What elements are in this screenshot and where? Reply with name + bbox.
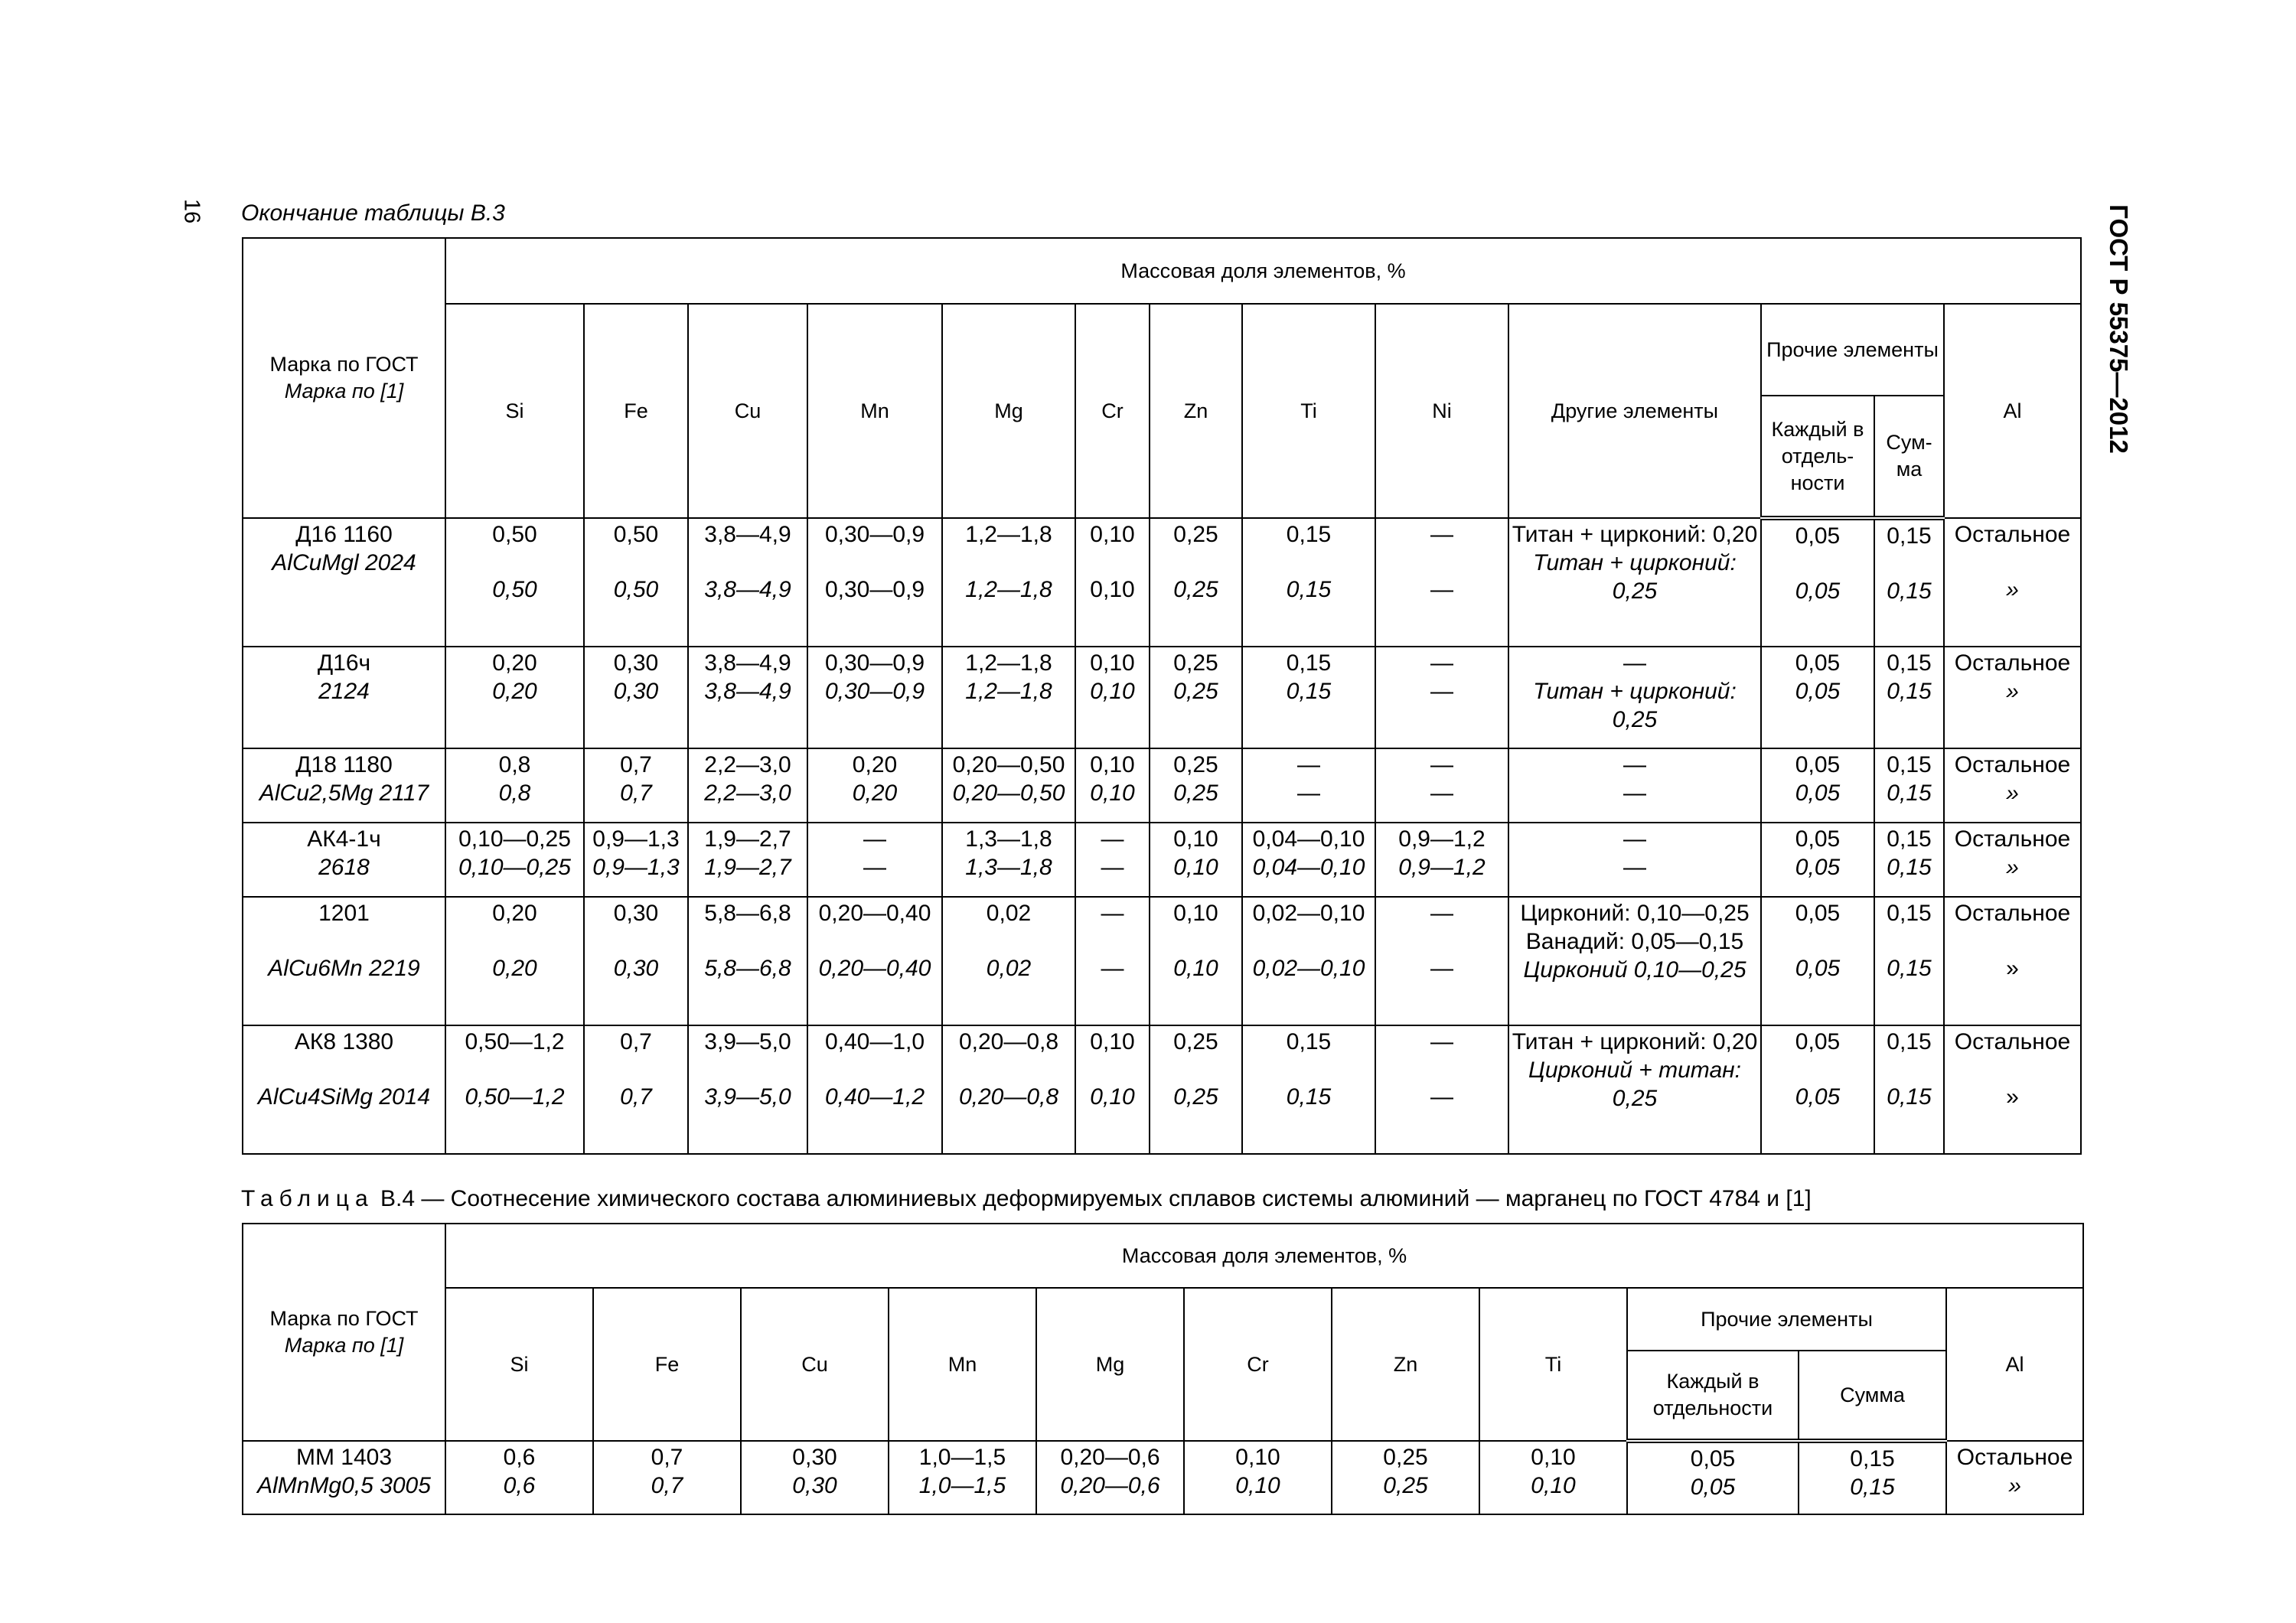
header-other-elements: Другие элементы	[1508, 304, 1761, 518]
cell-grade: 1201 AlCu6Mn 2219	[243, 897, 445, 1025]
cell-cr: — —	[1075, 897, 1150, 1025]
cell-other: Титан + цирконий: 0,20 Титан + цирконий: 0,25	[1508, 518, 1761, 647]
cell-zn: 0,25 0,25	[1332, 1441, 1479, 1514]
cell-cu: 3,8—4,9 3,8—4,9	[688, 647, 807, 748]
header-misc-elements: Прочие элементы	[1761, 304, 1944, 396]
cell-si: 0,50 0,50	[445, 518, 584, 647]
cell-mn: 0,20—0,40 0,20—0,40	[807, 897, 942, 1025]
header-si: Si	[445, 304, 584, 518]
cell-cu: 2,2—3,0 2,2—3,0	[688, 748, 807, 823]
cell-cu: 1,9—2,7 1,9—2,7	[688, 823, 807, 897]
header-sum: Сум-ма	[1874, 396, 1944, 518]
cell-ti: 0,02—0,10 0,02—0,10	[1242, 897, 1375, 1025]
header-sum: Сумма	[1799, 1351, 1946, 1441]
table-row	[243, 897, 2081, 1025]
cell-al: Остальное »	[1944, 1025, 2081, 1154]
page-number: 16	[179, 198, 204, 224]
header-cu: Cu	[741, 1288, 889, 1441]
header-ni: Ni	[1375, 304, 1508, 518]
cell-other: — —	[1508, 823, 1761, 897]
header-cr: Cr	[1184, 1288, 1332, 1441]
cell-other: Цирконий: 0,10—0,25 Ванадий: 0,05—0,15 Цирконий 0,10—0,25	[1508, 897, 1761, 1025]
cell-si: 0,20 0,20	[445, 647, 584, 748]
header-si: Si	[445, 1288, 593, 1441]
cell-cr: 0,10 0,10	[1075, 748, 1150, 823]
cell-each: 0,05 0,05	[1761, 518, 1874, 647]
header-ti: Ti	[1479, 1288, 1627, 1441]
cell-si: 0,20 0,20	[445, 897, 584, 1025]
cell-cu: 3,9—5,0 3,9—5,0	[688, 1025, 807, 1154]
cell-al: Остальное »	[1944, 748, 2081, 823]
cell-cr: 0,10 0,10	[1075, 647, 1150, 748]
cell-al: Остальное »	[1944, 518, 2081, 647]
cell-cu: 0,30 0,30	[741, 1441, 889, 1514]
cell-fe: 0,7 0,7	[584, 1025, 688, 1154]
cell-ti: 0,10 0,10	[1479, 1441, 1627, 1514]
cell-ti: 0,15 0,15	[1242, 1025, 1375, 1154]
header-grade: Марка по ГОСТ Марка по [1]	[243, 238, 445, 518]
cell-grade: АК4-1ч 2618	[243, 823, 445, 897]
cell-zn: 0,10 0,10	[1150, 823, 1242, 897]
cell-grade: Д16 1160 AlCuMgl 2024	[243, 518, 445, 647]
cell-si: 0,10—0,25 0,10—0,25	[445, 823, 584, 897]
header-zn: Zn	[1332, 1288, 1479, 1441]
header-ti: Ti	[1242, 304, 1375, 518]
cell-zn: 0,25 0,25	[1150, 1025, 1242, 1154]
cell-zn: 0,25 0,25	[1150, 518, 1242, 647]
header-each: Каждый в отдель-ности	[1761, 396, 1874, 518]
cell-ti: 0,15 0,15	[1242, 518, 1375, 647]
cell-cr: 0,10 0,10	[1075, 1025, 1150, 1154]
cell-fe: 0,7 0,7	[593, 1441, 741, 1514]
cell-si: 0,6 0,6	[445, 1441, 593, 1514]
cell-sum: 0,15 0,15	[1874, 518, 1944, 647]
table-row	[243, 823, 2081, 897]
cell-mn: — —	[807, 823, 942, 897]
table-row	[243, 748, 2081, 823]
cell-fe: 0,30 0,30	[584, 897, 688, 1025]
header-cr: Cr	[1075, 304, 1150, 518]
cell-zn: 0,25 0,25	[1150, 748, 1242, 823]
table-b3-caption: Окончание таблицы В.3	[241, 200, 505, 226]
cell-mg: 0,20—0,50 0,20—0,50	[942, 748, 1075, 823]
cell-mg: 0,20—0,6 0,20—0,6	[1036, 1441, 1184, 1514]
cell-cr: — —	[1075, 823, 1150, 897]
cell-mg: 1,2—1,8 1,2—1,8	[942, 647, 1075, 748]
cell-cr: 0,10 0,10	[1075, 518, 1150, 647]
cell-mg: 0,20—0,8 0,20—0,8	[942, 1025, 1075, 1154]
cell-other: Титан + цирконий: 0,20 Цирконий + титан: 0,25	[1508, 1025, 1761, 1154]
cell-ti: 0,15 0,15	[1242, 647, 1375, 748]
cell-mn: 0,40—1,0 0,40—1,2	[807, 1025, 942, 1154]
cell-each: 0,05 0,05	[1761, 897, 1874, 1025]
cell-al: Остальное »	[1946, 1441, 2083, 1514]
table-b4-caption: Таблица В.4 — Соотнесение химического состава алюминиевых деформируемых сплавов системы алюминий — марганец по ГОСТ 4784 и [1]	[241, 1186, 1812, 1211]
cell-each: 0,05 0,05	[1627, 1441, 1799, 1514]
header-mg: Mg	[1036, 1288, 1184, 1441]
cell-mn: 1,0—1,5 1,0—1,5	[889, 1441, 1036, 1514]
header-al: Al	[1946, 1288, 2083, 1441]
cell-cr: 0,10 0,10	[1184, 1441, 1332, 1514]
header-misc-elements: Прочие элементы	[1627, 1288, 1946, 1351]
cell-mg: 0,02 0,02	[942, 897, 1075, 1025]
cell-ni: — —	[1375, 748, 1508, 823]
cell-each: 0,05 0,05	[1761, 823, 1874, 897]
header-cu: Cu	[688, 304, 807, 518]
cell-fe: 0,30 0,30	[584, 647, 688, 748]
cell-al: Остальное »	[1944, 897, 2081, 1025]
cell-si: 0,50—1,2 0,50—1,2	[445, 1025, 584, 1154]
header-mn: Mn	[889, 1288, 1036, 1441]
cell-mg: 1,3—1,8 1,3—1,8	[942, 823, 1075, 897]
table-row	[243, 1025, 2081, 1154]
header-mn: Mn	[807, 304, 942, 518]
header-fe: Fe	[593, 1288, 741, 1441]
table-b4	[242, 1223, 2084, 1515]
cell-ni: — —	[1375, 518, 1508, 647]
cell-grade: АК8 1380 AlCu4SiMg 2014	[243, 1025, 445, 1154]
cell-mg: 1,2—1,8 1,2—1,8	[942, 518, 1075, 647]
cell-each: 0,05 0,05	[1761, 647, 1874, 748]
cell-fe: 0,50 0,50	[584, 518, 688, 647]
header-mg: Mg	[942, 304, 1075, 518]
cell-si: 0,8 0,8	[445, 748, 584, 823]
cell-other: — Титан + цирконий: 0,25	[1508, 647, 1761, 748]
cell-sum: 0,15 0,15	[1874, 897, 1944, 1025]
header-each: Каждый в отдельности	[1627, 1351, 1799, 1441]
cell-grade: Д18 1180 AlCu2,5Mg 2117	[243, 748, 445, 823]
cell-zn: 0,25 0,25	[1150, 647, 1242, 748]
cell-grade: ММ 1403 AlMnMg0,5 3005	[243, 1441, 445, 1514]
header-mass-fraction: Массовая доля элементов, %	[445, 1224, 2083, 1288]
cell-grade: Д16ч 2124	[243, 647, 445, 748]
table-row	[243, 1441, 2083, 1514]
table-row	[243, 518, 2081, 647]
cell-sum: 0,15 0,15	[1874, 1025, 1944, 1154]
header-fe: Fe	[584, 304, 688, 518]
header-al: Al	[1944, 304, 2081, 518]
cell-ni: — —	[1375, 897, 1508, 1025]
header-mass-fraction: Массовая доля элементов, %	[445, 238, 2081, 304]
cell-ni: — —	[1375, 1025, 1508, 1154]
cell-al: Остальное »	[1944, 823, 2081, 897]
cell-ti: 0,04—0,10 0,04—0,10	[1242, 823, 1375, 897]
cell-sum: 0,15 0,15	[1874, 823, 1944, 897]
cell-ni: — —	[1375, 647, 1508, 748]
cell-fe: 0,7 0,7	[584, 748, 688, 823]
cell-ni: 0,9—1,2 0,9—1,2	[1375, 823, 1508, 897]
cell-fe: 0,9—1,3 0,9—1,3	[584, 823, 688, 897]
cell-each: 0,05 0,05	[1761, 1025, 1874, 1154]
cell-ti: — —	[1242, 748, 1375, 823]
header-grade: Марка по ГОСТ Марка по [1]	[243, 1224, 445, 1441]
cell-mn: 0,30—0,9 0,30—0,9	[807, 518, 942, 647]
cell-mn: 0,20 0,20	[807, 748, 942, 823]
table-b3	[242, 237, 2082, 1155]
cell-each: 0,05 0,05	[1761, 748, 1874, 823]
cell-mn: 0,30—0,9 0,30—0,9	[807, 647, 942, 748]
cell-zn: 0,10 0,10	[1150, 897, 1242, 1025]
cell-sum: 0,15 0,15	[1799, 1441, 1946, 1514]
cell-cu: 3,8—4,9 3,8—4,9	[688, 518, 807, 647]
cell-al: Остальное »	[1944, 647, 2081, 748]
document-code: ГОСТ Р 55375—2012	[2105, 204, 2133, 454]
cell-other: — —	[1508, 748, 1761, 823]
cell-sum: 0,15 0,15	[1874, 748, 1944, 823]
table-row	[243, 647, 2081, 748]
cell-cu: 5,8—6,8 5,8—6,8	[688, 897, 807, 1025]
header-zn: Zn	[1150, 304, 1242, 518]
cell-sum: 0,15 0,15	[1874, 647, 1944, 748]
